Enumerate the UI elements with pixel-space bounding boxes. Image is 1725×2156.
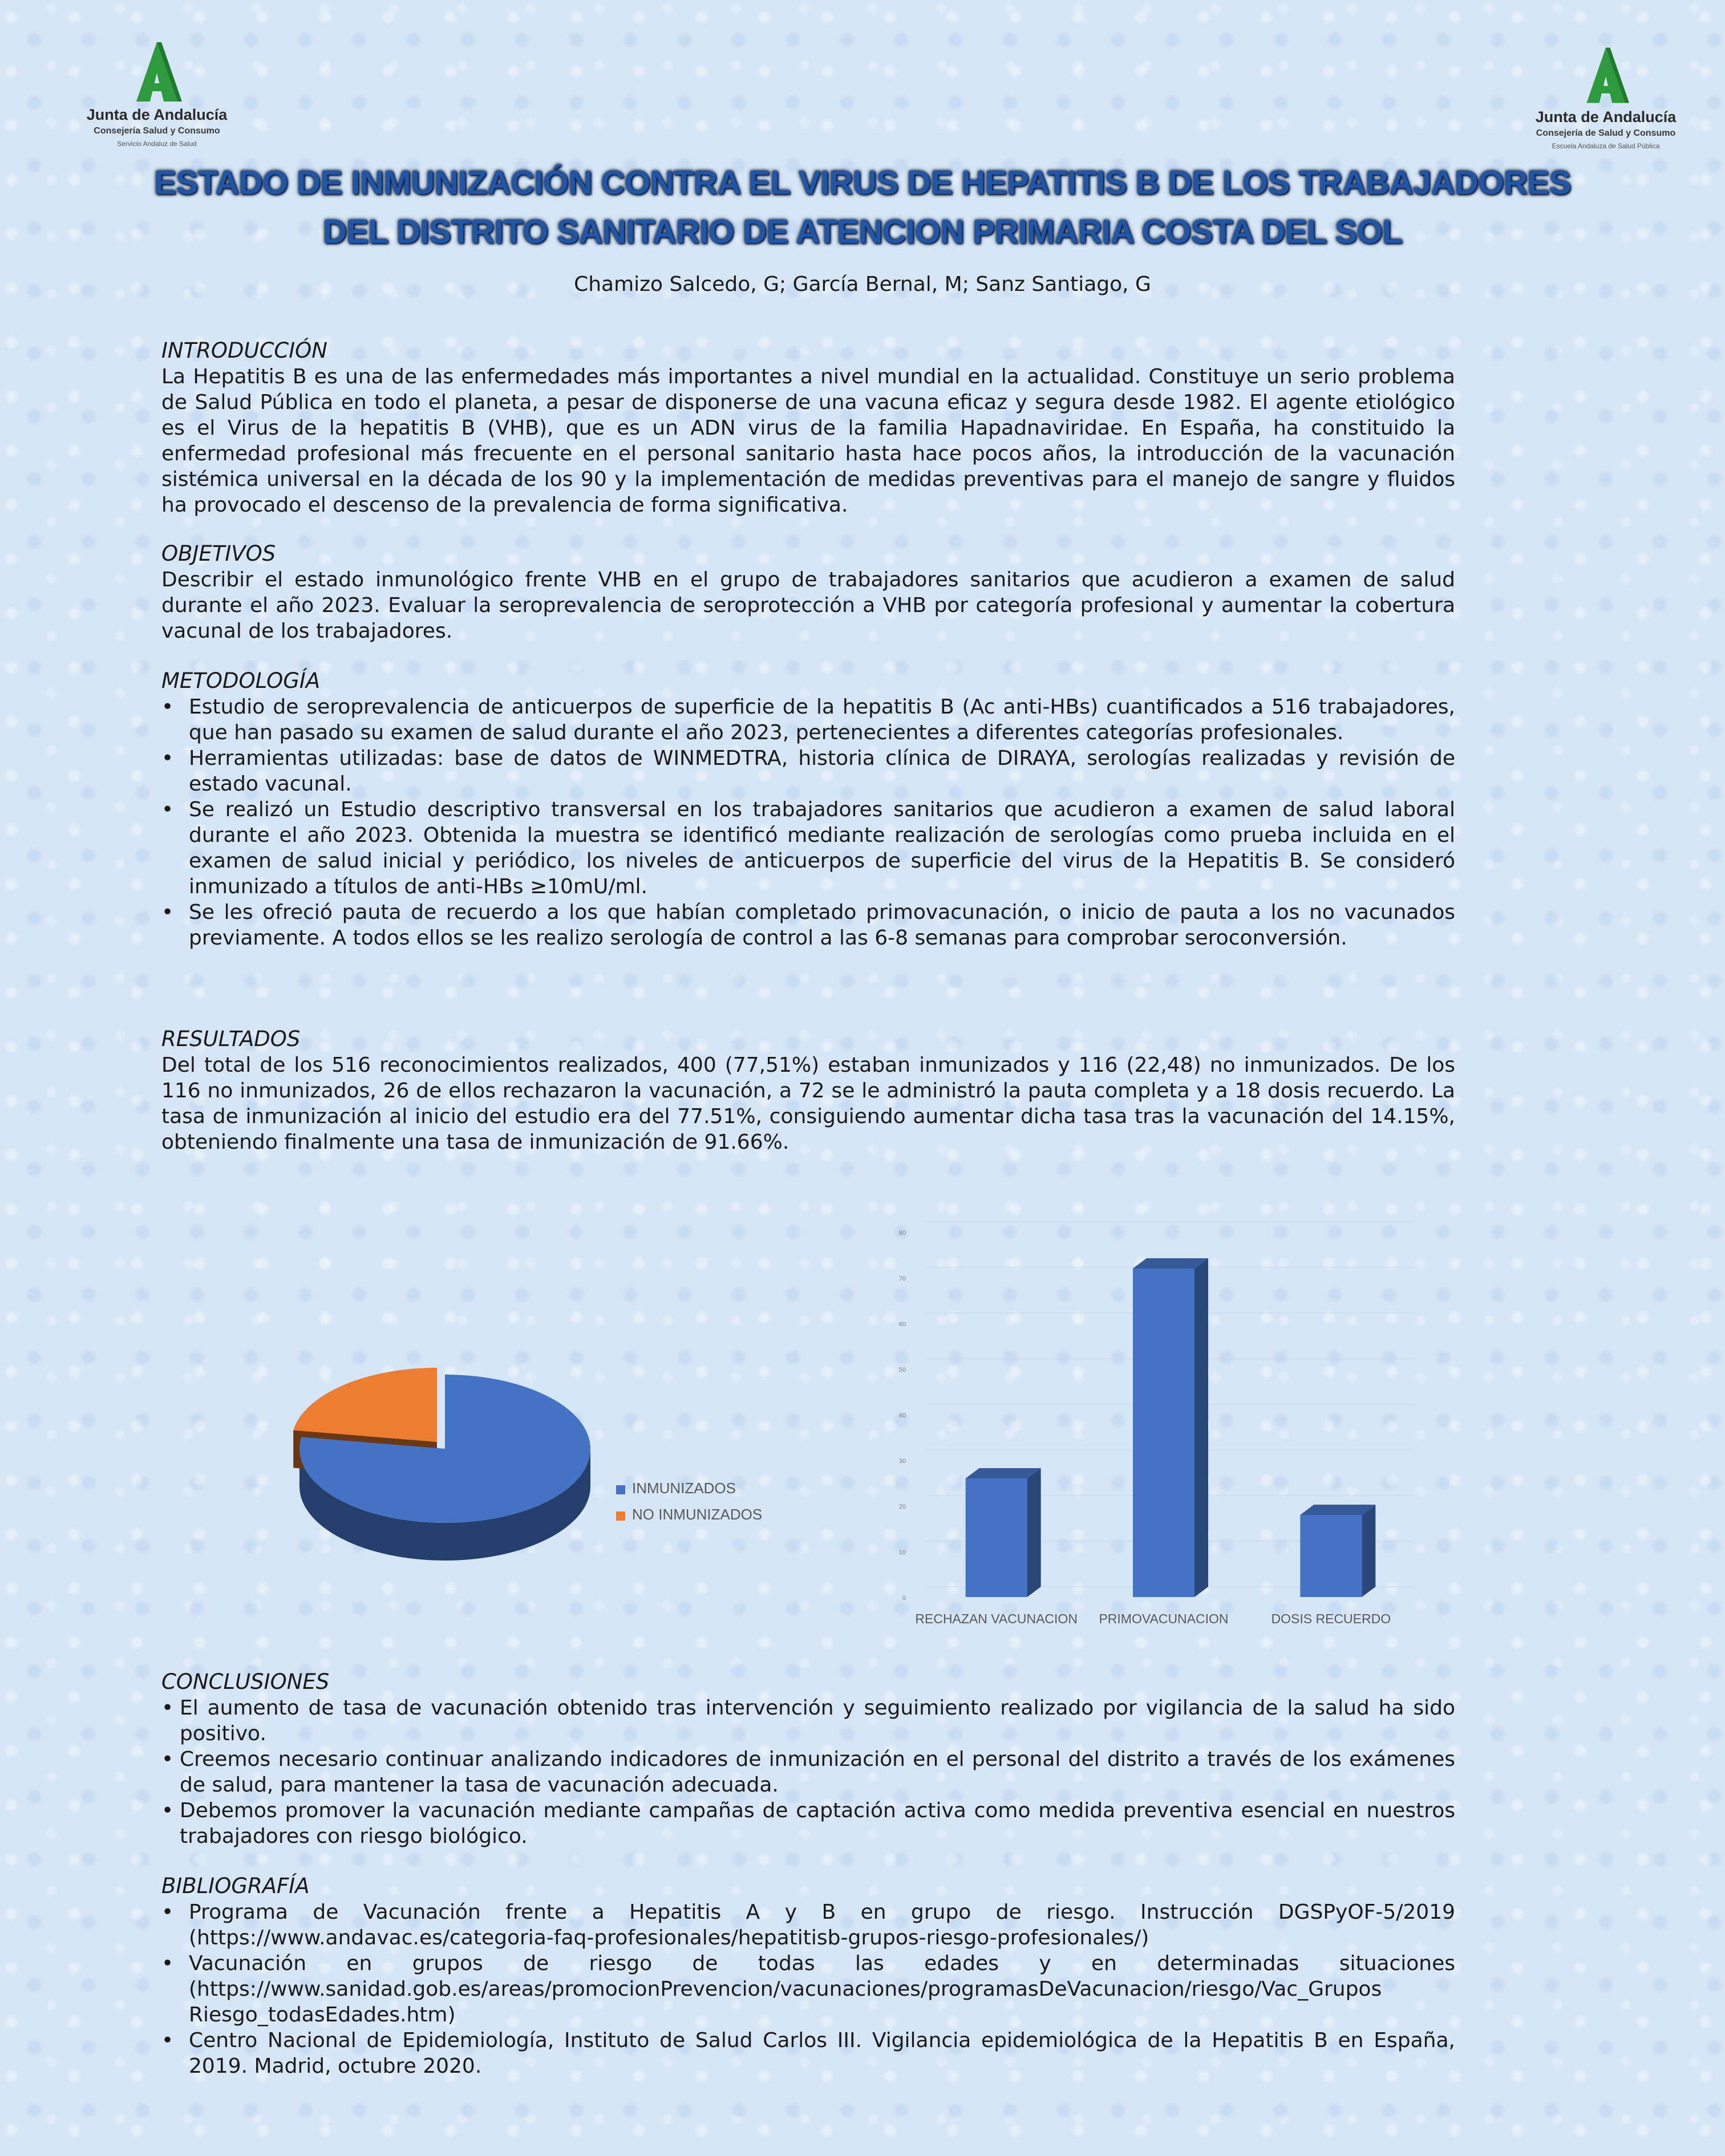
pie-slice-no-inmunizados <box>293 1368 437 1442</box>
logo-junta-andalucia-right <box>1529 44 1683 150</box>
x-tick-label: RECHAZAN VACUNACION <box>915 1611 1078 1626</box>
list-item: • Centro Nacional de Epidemiología, Instituto de Salud Carlos III. Vigilancia epidemiológica de la Hepatitis B en España, 2019. Madrid, octubre 2020. <box>161 2028 1455 2079</box>
junta-andalucia-a-icon <box>123 40 191 104</box>
logo-junta-andalucia-left <box>80 40 234 148</box>
section-heading-bibliografia: BIBLIOGRAFÍA <box>161 1874 310 1898</box>
logo-left-sub2: Servicio Andaluz de Salud <box>117 140 197 148</box>
y-tick-label: 40 <box>898 1412 906 1419</box>
section-heading-introduccion: INTRODUCCIÓN <box>161 338 327 363</box>
list-item: • Programa de Vacunación frente a Hepatitis A y B en grupo de riesgo. Instrucción DGSPyOF-5/2019 (https://www.andavac.es/categoria-faq-profesionales/hepatitisb-grupos-riesgo-profesionales/) <box>161 1899 1455 1951</box>
list-item: • Herramientas utilizadas: base de datos de WINMEDTRA, historia clínica de DIRAYA, serologías realizadas y revisión de estado vacunal. <box>161 745 1455 797</box>
authors: Chamizo Salcedo, G; García Bernal, M; Sanz Santiago, G <box>574 273 1151 296</box>
bar-primovacunacion <box>1133 1258 1208 1597</box>
bar-rechazan-vacunacion <box>966 1468 1041 1597</box>
section-heading-objetivos: OBJETIVOS <box>161 541 276 566</box>
metodologia-list <box>161 694 1455 951</box>
list-item: • Estudio de seroprevalencia de anticuerpos de superficie de la hepatitis B (Ac anti-HBs) cuantificados a 516 trabajadores, que han pasado su examen de salud durante el año 2023, pertenecientes a diferentes categorías profesionales. <box>161 694 1455 745</box>
x-tick-label: DOSIS RECUERDO <box>1271 1611 1391 1626</box>
legend-swatch <box>616 1485 625 1494</box>
logo-right-name: Junta de Andalucía <box>1535 108 1677 125</box>
junta-andalucia-a-icon <box>1574 44 1638 106</box>
list-item: • Se les ofreció pauta de recuerdo a los que habían completado primovacunación, o inicio de pauta a los no vacunados previamente. A todos ellos se les realizo serología de control a las 6-8 semanas para comprobar seroconversión. <box>161 899 1455 951</box>
logo-right-sub2: Escuela Andaluza de Salud Pública <box>1552 142 1660 150</box>
logo-left-sub1: Consejería Salud y Consumo <box>94 126 220 136</box>
conclusiones-list <box>161 1695 1455 1849</box>
y-tick-label: 30 <box>898 1458 906 1465</box>
section-bibliografia <box>161 1873 1455 2079</box>
resultados-text: Del total de los 516 reconocimientos realizados, 400 (77,51%) estaban inmunizados y 116 (22,48) no inmunizados. De los 116 no inmunizados, 26 de ellos rechazaron la vacunación, a 72 se le administró la pauta completa y a 18 dosis recuerdo. La tasa de inmunización al inicio del estudio era del 77.51%, consiguiendo aumentar dicha tasa tras la vacunación del 14.15%, obteniendo finalmente una tasa de inmunización de 91.66%. <box>161 1053 1455 1154</box>
section-resultados <box>161 1026 1455 1155</box>
poster-title <box>103 159 1622 257</box>
list-item: • El aumento de tasa de vacunación obtenido tras intervención y seguimiento realizado por vigilancia de la salud ha sido positivo. <box>161 1695 1455 1746</box>
logo-left-name: Junta de Andalucía <box>86 106 228 123</box>
x-tick-label: PRIMOVACUNACION <box>1099 1611 1229 1626</box>
y-tick-label: 80 <box>898 1230 906 1237</box>
section-heading-resultados: RESULTADOS <box>161 1027 301 1051</box>
legend-label: INMUNIZADOS <box>632 1480 736 1497</box>
section-heading-conclusiones: CONCLUSIONES <box>161 1669 330 1694</box>
title-line-1: ESTADO DE INMUNIZACIÓN CONTRA EL VIRUS DE HEPATITIS B DE LOS TRABAJADORES <box>154 164 1571 201</box>
logo-right-sub1: Consejería de Salud y Consumo <box>1536 128 1676 138</box>
section-heading-metodologia: METODOLOGÍA <box>161 668 321 693</box>
section-conclusiones <box>161 1669 1455 1849</box>
pie-chart <box>262 1318 810 1660</box>
y-tick-label: 70 <box>898 1275 906 1282</box>
bar-chart <box>878 1198 1449 1654</box>
list-item: • Se realizó un Estudio descriptivo transversal en los trabajadores sanitarios que acudieron a examen de salud laboral durante el año 2023. Obtenida la muestra se identificó mediante realización de serologías como prueba incluida en el examen de salud inicial y periódico, los niveles de anticuerpos de superficie del virus de la Hepatitis B. Se consideró inmunizado a títulos de anti-HBs ≥10mU/ml. <box>161 797 1455 899</box>
list-item: • Debemos promover la vacunación mediante campañas de captación activa como medida preventiva esencial en nuestros trabajadores con riesgo biológico. <box>161 1798 1455 1849</box>
objetivos-text: Describir el estado inmunológico frente VHB en el grupo de trabajadores sanitarios que acudieron a examen de salud durante el año 2023. Evaluar la seroprevalencia de seroprotección a VHB por categoría profesional y aumentar la cobertura vacunal de los trabajadores. <box>161 568 1455 643</box>
section-objetivos <box>161 541 1455 644</box>
y-tick-label: 10 <box>898 1549 906 1556</box>
y-tick-label: 20 <box>898 1503 906 1510</box>
title-line-2: DEL DISTRITO SANITARIO DE ATENCION PRIMARIA COSTA DEL SOL <box>322 213 1402 250</box>
section-introduccion <box>161 338 1455 518</box>
y-tick-label: 60 <box>898 1321 906 1328</box>
section-metodologia <box>161 668 1455 951</box>
legend-swatch <box>616 1511 625 1521</box>
results-charts <box>0 1198 1725 1654</box>
list-item: • Vacunación en grupos de riesgo de todas las edades y en determinadas situaciones (https://www.sanidad.gob.es/areas/promocionPrevencion/vacunaciones/programasDeVacunacion/riesgo/Vac_Grupos Riesgo_todasEdades.htm) <box>161 1951 1455 2028</box>
list-item: • Creemos necesario continuar analizando indicadores de inmunización en el personal del distrito a través de los exámenes de salud, para mantener la tasa de vacunación adecuada. <box>161 1746 1455 1798</box>
bar-dosis-recuerdo <box>1300 1505 1375 1597</box>
introduccion-text: La Hepatitis B es una de las enfermedades más importantes a nivel mundial en la actualidad. Constituye un serio problema de Salud Pública en todo el planeta, a pesar de disponerse de una vacuna eficaz y segura desde 1982. El agente etiológico es el Virus de la hepatitis B (VHB), que es un ADN virus de la familia Hapadnaviridae. En España, ha constituido la enfermedad profesional más frecuente en el personal sanitario hasta hace pocos años, la introducción de la vacunación sistémica universal en la década de los 90 y la implementación de medidas preventivas para el manejo de sangre y fluidos ha provocado el descenso de la prevalencia de forma significativa. <box>161 365 1455 517</box>
y-tick-label: 0 <box>902 1595 906 1602</box>
bibliografia-list <box>161 1899 1455 2079</box>
y-tick-label: 50 <box>898 1367 906 1373</box>
legend-label: NO INMUNIZADOS <box>632 1506 763 1523</box>
